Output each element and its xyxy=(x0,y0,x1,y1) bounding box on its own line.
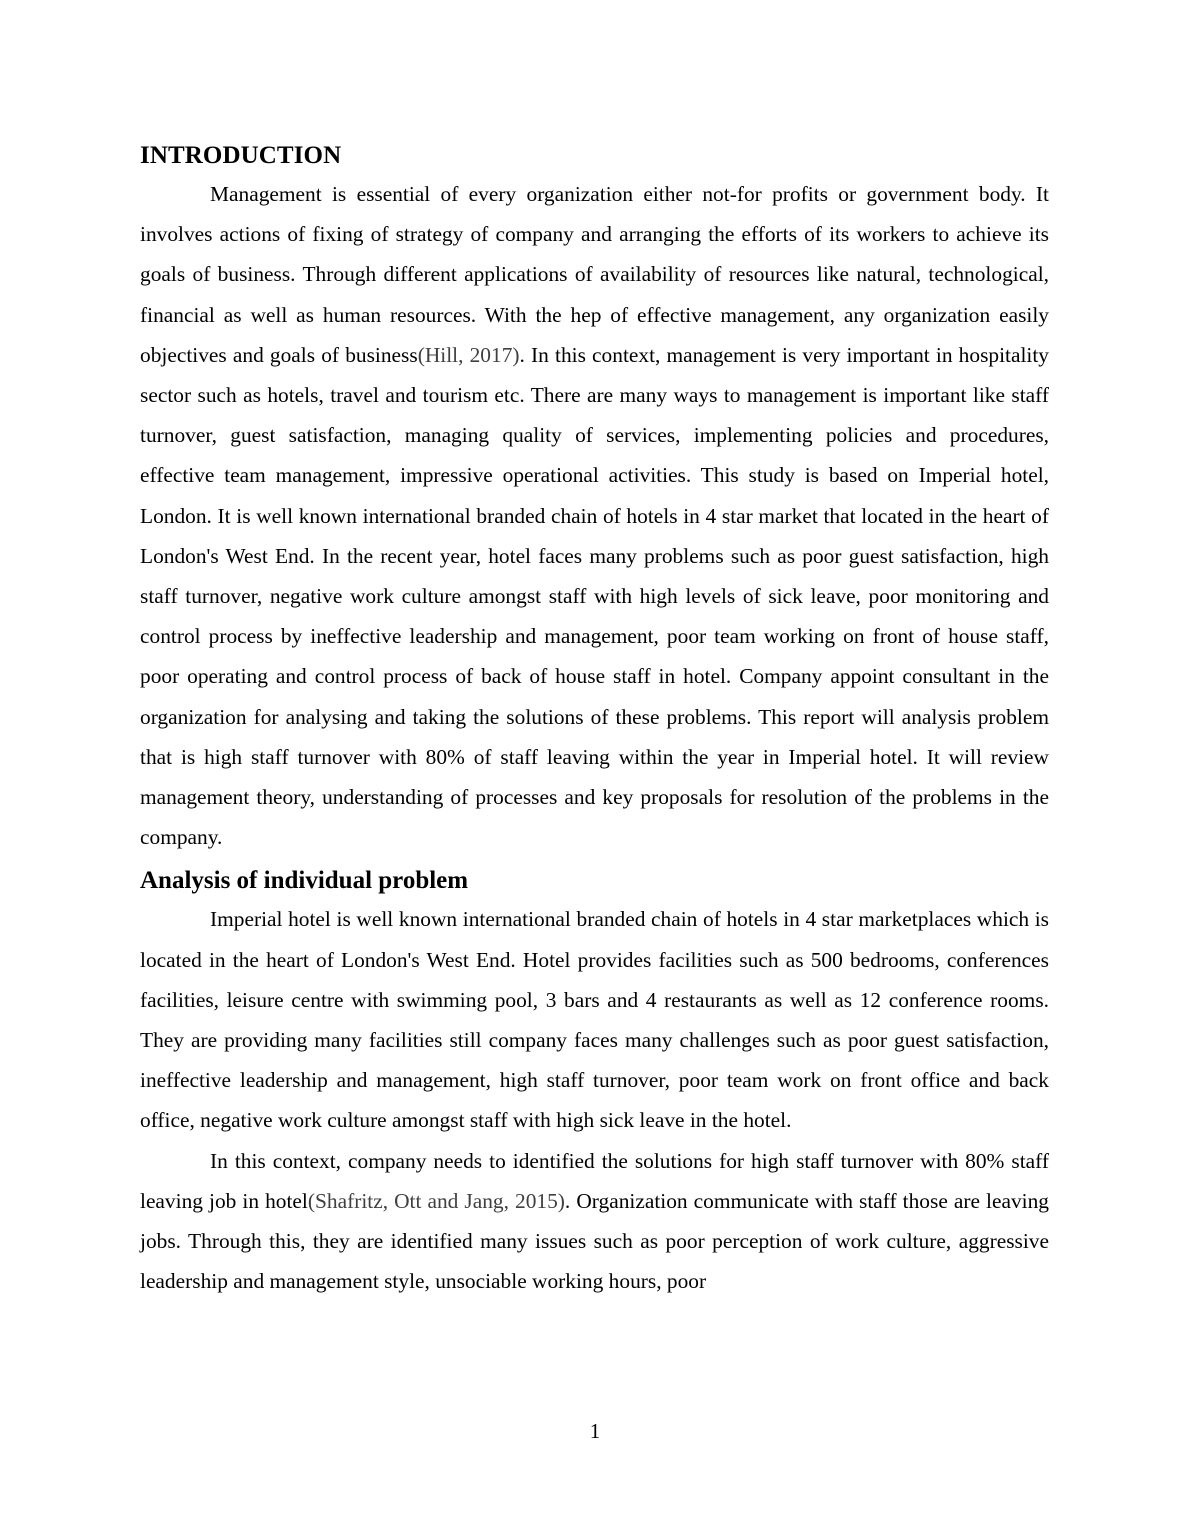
paragraph-text: . In this context, management is very important in hospitality sector such as hotels, travel and tourism etc. There are many ways to management is important like staff turnover, guest satisfaction, managing quality of services, implementing policies and procedures, effective team management, impressive operational activities. This study is based on Imperial hotel, London. It is well known international branded chain of hotels in 4 star market that located in the heart of London's West End. In the recent year, hotel faces many problems such as poor guest satisfaction, high staff turnover, negative work culture amongst staff with high levels of sick leave, poor monitoring and control process by ineffective leadership and management, poor team working on front of house staff, poor operating and control process of back of house staff in hotel. Company appoint consultant in the organization for analysing and taking the solutions of these problems. This report will analysis problem that is high staff turnover with 80% of staff leaving within the year in Imperial hotel. It will review management theory, understanding of processes and key proposals for resolution of the problems in the company. xyxy=(140,342,1049,850)
document-body xyxy=(140,138,1049,1301)
citation: (Shafritz, Ott and Jang, 2015) xyxy=(307,1188,565,1213)
introduction-paragraph xyxy=(140,174,1049,857)
citation: (Hill, 2017) xyxy=(417,342,520,367)
analysis-paragraph-2 xyxy=(140,1141,1049,1302)
paragraph-text: In this context, company needs to identified the solutions for high staff turnover with 80% staff leaving job in hotel xyxy=(140,1148,1049,1213)
paragraph-text: Management is essential of every organization either not-for profits or government body. It involves actions of fixing of strategy of company and arranging the efforts of its workers to achieve its goals of business. Through different applications of availability of resources like natural, technological, financial as well as human resources. With the hep of effective management, any organization easily objectives and goals of business xyxy=(140,182,1049,367)
introduction-heading: INTRODUCTION xyxy=(140,142,342,169)
analysis-heading: Analysis of individual problem xyxy=(140,867,469,895)
page-number: 1 xyxy=(589,1419,601,1443)
analysis-paragraph-1: Imperial hotel is well known international branded chain of hotels in 4 star marketplaces which is located in the heart of London's West End. Hotel provides facilities such as 500 bedrooms, conferences facilities, leisure centre with swimming pool, 3 bars and 4 restaurants as well as 12 conference rooms. They are providing many facilities still company faces many challenges such as poor guest satisfaction, ineffective leadership and management, high staff turnover, poor team work on front office and back office, negative work culture amongst staff with high sick leave in the hotel. xyxy=(140,907,1049,1133)
paragraph-text: . Organization communicate with staff those are leaving jobs. Through this, they are identified many issues such as poor perception of work culture, aggressive leadership and management style, unsociable working hours, poor xyxy=(140,1188,1049,1294)
